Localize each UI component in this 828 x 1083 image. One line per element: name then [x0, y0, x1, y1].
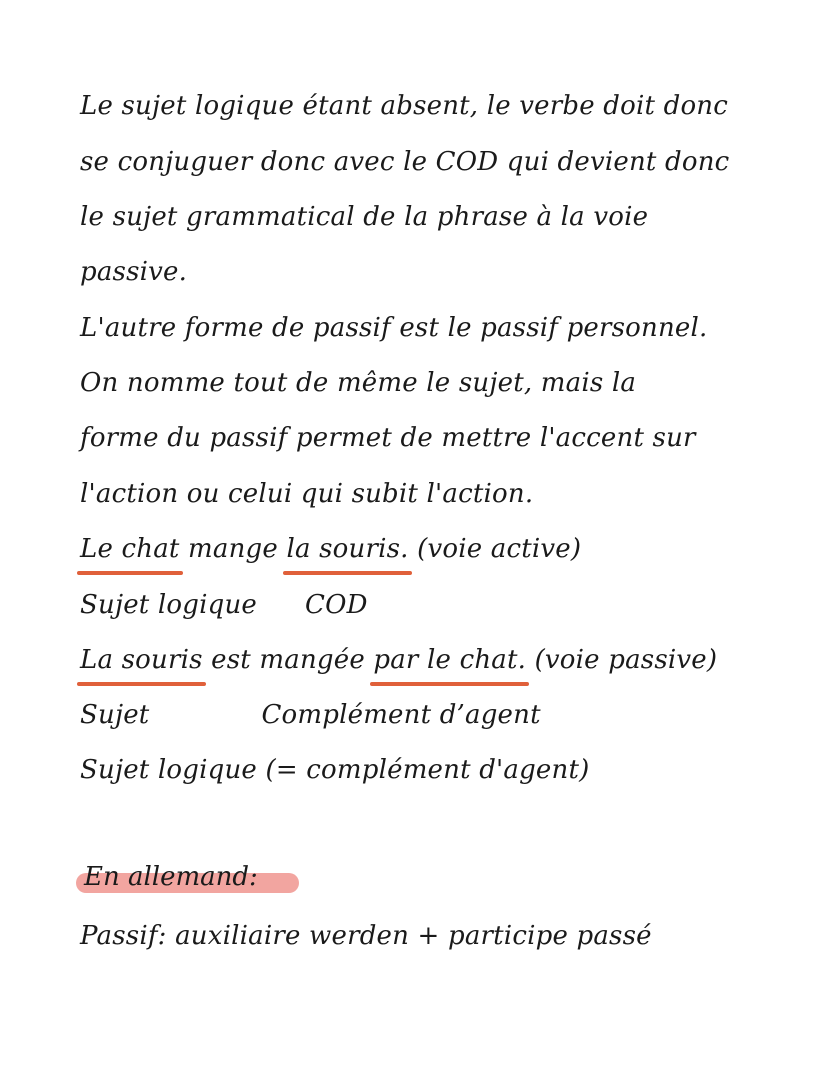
german-rule: Passif: auxiliaire werden + participe passé [80, 921, 652, 951]
label-cod: COD [305, 590, 368, 620]
paragraph-line-3: le sujet grammatical de la phrase à la voie [80, 202, 649, 232]
active-verb: mange [188, 534, 278, 564]
paragraph-line-5: L'autre forme de passif est le passif personnel. [80, 313, 708, 343]
passive-note: (voie passive) [534, 645, 718, 675]
paragraph-line-4: passive. [80, 257, 188, 287]
label-logical-subject-agent: Sujet logique (= complément d'agent) [80, 755, 590, 785]
passive-agent: par le chat. [373, 645, 527, 675]
passive-verb: est mangée [211, 645, 365, 675]
label-subject: Sujet [80, 700, 150, 730]
active-object: la souris. [286, 534, 409, 564]
paragraph-line-8: l'action ou celui qui subit l'action. [80, 479, 534, 509]
example-active-sentence [80, 533, 581, 565]
paragraph-line-6: On nomme tout de même le sujet, mais la [80, 368, 637, 398]
german-heading: En allemand: [84, 862, 258, 892]
active-subject: Le chat [80, 534, 180, 564]
label-logical-subject: Sujet logique [80, 590, 258, 620]
paragraph-line-1: Le sujet logique étant absent, le verbe doit donc [80, 91, 729, 121]
paragraph-line-7: forme du passif permet de mettre l'accent sur [80, 423, 696, 453]
paragraph-line-2: se conjuguer donc avec le COD qui devient donc [80, 147, 730, 177]
example-passive-labels [80, 699, 541, 731]
label-agent: Complément d’agent [261, 700, 541, 730]
active-note: (voie active) [417, 534, 582, 564]
passive-subject: La souris [80, 645, 203, 675]
example-active-labels [80, 589, 368, 621]
example-passive-sentence [80, 644, 717, 676]
